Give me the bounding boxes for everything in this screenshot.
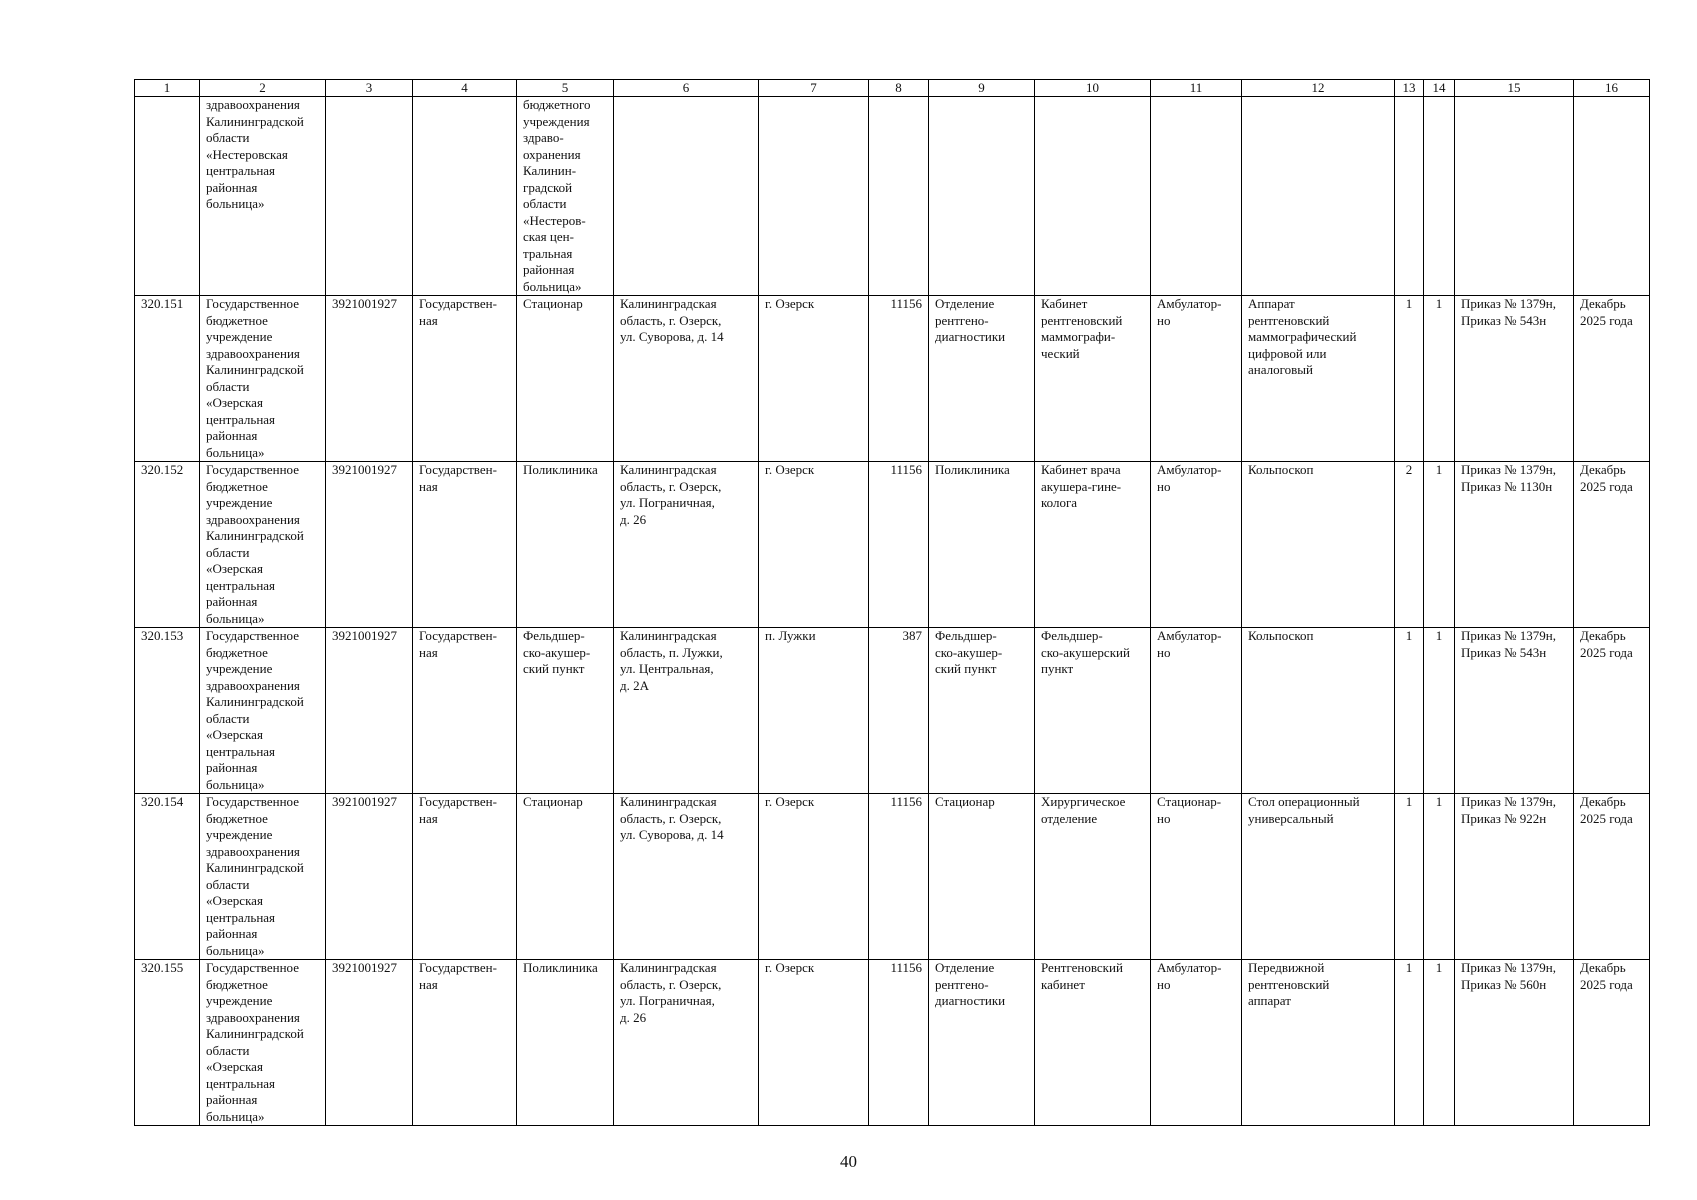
table-row — [135, 628, 1650, 794]
empty-cell — [614, 97, 759, 296]
cell-division: Фельдшер- ско-акушер- ский пункт — [517, 628, 614, 794]
column-number: 13 — [1395, 80, 1424, 97]
cell-count: 2 — [1395, 462, 1424, 628]
column-number: 5 — [517, 80, 614, 97]
cell-locality: г. Озерск — [759, 794, 869, 960]
cell-organization: Государственное бюджетное учреждение здравоохранения Калининградской области «Озерская центральная районная больница» — [200, 296, 326, 462]
column-number: 14 — [1424, 80, 1455, 97]
cell-division: Поликлиника — [517, 462, 614, 628]
column-number: 7 — [759, 80, 869, 97]
cell-row-number: 320.151 — [135, 296, 200, 462]
cell-division: Стационар — [517, 794, 614, 960]
cell-inn: 3921001927 — [326, 296, 413, 462]
cell-locality: г. Озерск — [759, 296, 869, 462]
cell-department: Поликлиника — [929, 462, 1035, 628]
cell-count: 1 — [1395, 960, 1424, 1126]
cell-deadline: Декабрь 2025 года — [1574, 628, 1650, 794]
table-row — [135, 296, 1650, 462]
cell-count: 1 — [1395, 794, 1424, 960]
cell-count: 1 — [1424, 794, 1455, 960]
cell-row-number: 320.154 — [135, 794, 200, 960]
cell-address: Калининградская область, п. Лужки, ул. Центральная, д. 2А — [614, 628, 759, 794]
cell-equipment: Передвижной рентгеновский аппарат — [1242, 960, 1395, 1126]
cell-address: Калининградская область, г. Озерск, ул. Суворова, д. 14 — [614, 296, 759, 462]
cell-population: 11156 — [869, 462, 929, 628]
cell-deadline: Декабрь 2025 года — [1574, 794, 1650, 960]
cell-ownership: Государствен- ная — [413, 960, 517, 1126]
empty-cell — [1395, 97, 1424, 296]
table-row — [135, 794, 1650, 960]
cell-cabinet: Кабинет рентгеновский маммографи- ческий — [1035, 296, 1151, 462]
cell-cabinet: Кабинет врача акушера-гине- колога — [1035, 462, 1151, 628]
table-row — [135, 960, 1650, 1126]
cell-organization: Государственное бюджетное учреждение здравоохранения Калининградской области «Озерская центральная районная больница» — [200, 960, 326, 1126]
cell-row-number: 320.155 — [135, 960, 200, 1126]
cell-orders: Приказ № 1379н, Приказ № 543н — [1455, 628, 1574, 794]
continuation-row — [135, 97, 1650, 296]
cell-deadline: Декабрь 2025 года — [1574, 296, 1650, 462]
cell-deadline: Декабрь 2025 года — [1574, 960, 1650, 1126]
empty-cell — [1574, 97, 1650, 296]
cell-care-form: Амбулатор- но — [1151, 628, 1242, 794]
cell-ownership: Государствен- ная — [413, 794, 517, 960]
cell-orders: Приказ № 1379н, Приказ № 543н — [1455, 296, 1574, 462]
table-row — [135, 462, 1650, 628]
cell-ownership: Государствен- ная — [413, 462, 517, 628]
cell-population: 11156 — [869, 296, 929, 462]
cell-population: 11156 — [869, 794, 929, 960]
cell-organization: Государственное бюджетное учреждение здравоохранения Калининградской области «Озерская центральная районная больница» — [200, 794, 326, 960]
column-number: 4 — [413, 80, 517, 97]
cell-orders: Приказ № 1379н, Приказ № 922н — [1455, 794, 1574, 960]
cell-population: 387 — [869, 628, 929, 794]
cell-care-form: Амбулатор- но — [1151, 960, 1242, 1126]
registry-table — [134, 79, 1650, 1126]
cell-row-number: 320.152 — [135, 462, 200, 628]
column-number-row — [135, 80, 1650, 97]
column-number: 16 — [1574, 80, 1650, 97]
cell-cabinet: Рентгеновский кабинет — [1035, 960, 1151, 1126]
empty-cell — [413, 97, 517, 296]
cell-row-number: 320.153 — [135, 628, 200, 794]
cell-equipment: Кольпоскоп — [1242, 628, 1395, 794]
cell-orders: Приказ № 1379н, Приказ № 1130н — [1455, 462, 1574, 628]
cell-division: Стационар — [517, 296, 614, 462]
cell-organization: Государственное бюджетное учреждение здравоохранения Калининградской области «Озерская центральная районная больница» — [200, 462, 326, 628]
cell-count: 1 — [1424, 296, 1455, 462]
empty-cell — [1035, 97, 1151, 296]
cell-equipment: Кольпоскоп — [1242, 462, 1395, 628]
cell-inn: 3921001927 — [326, 628, 413, 794]
cell-count: 1 — [1395, 296, 1424, 462]
empty-cell — [759, 97, 869, 296]
cell-department: Отделение рентгено- диагностики — [929, 960, 1035, 1126]
cell-inn: 3921001927 — [326, 794, 413, 960]
cell-care-form: Амбулатор- но — [1151, 296, 1242, 462]
cell-department: Стационар — [929, 794, 1035, 960]
cell-care-form: Амбулатор- но — [1151, 462, 1242, 628]
column-number: 3 — [326, 80, 413, 97]
cell-deadline: Декабрь 2025 года — [1574, 462, 1650, 628]
column-number: 15 — [1455, 80, 1574, 97]
cell-division: Поликлиника — [517, 960, 614, 1126]
cell-locality: г. Озерск — [759, 960, 869, 1126]
cell-count: 1 — [1424, 462, 1455, 628]
cell-address: Калининградская область, г. Озерск, ул. Суворова, д. 14 — [614, 794, 759, 960]
cell-address: Калининградская область, г. Озерск, ул. Пограничная, д. 26 — [614, 462, 759, 628]
cell-count: 1 — [1424, 628, 1455, 794]
cell-inn: 3921001927 — [326, 960, 413, 1126]
column-number: 9 — [929, 80, 1035, 97]
cell-care-form: Стационар- но — [1151, 794, 1242, 960]
column-number: 12 — [1242, 80, 1395, 97]
cell-equipment: Стол операционный универсальный — [1242, 794, 1395, 960]
cell-cabinet: Хирургическое отделение — [1035, 794, 1151, 960]
empty-cell — [929, 97, 1035, 296]
cell-address: Калининградская область, г. Озерск, ул. Пограничная, д. 26 — [614, 960, 759, 1126]
cell-population: 11156 — [869, 960, 929, 1126]
page-number: 40 — [840, 1152, 857, 1171]
empty-cell — [135, 97, 200, 296]
column-number: 6 — [614, 80, 759, 97]
column-number: 8 — [869, 80, 929, 97]
cell-organization: здравоохранения Калининградской области «Нестеровская центральная районная больница» — [200, 97, 326, 296]
cell-ownership: Государствен- ная — [413, 628, 517, 794]
empty-cell — [869, 97, 929, 296]
empty-cell — [1151, 97, 1242, 296]
cell-count: 1 — [1395, 628, 1424, 794]
empty-cell — [1242, 97, 1395, 296]
cell-organization: Государственное бюджетное учреждение здравоохранения Калининградской области «Озерская центральная районная больница» — [200, 628, 326, 794]
empty-cell — [1424, 97, 1455, 296]
cell-department: Отделение рентгено- диагностики — [929, 296, 1035, 462]
cell-division: бюджетного учреждения здраво- охранения Калинин- градской области «Нестеров- ская цен- тральная районная больница» — [517, 97, 614, 296]
cell-department: Фельдшер- ско-акушер- ский пункт — [929, 628, 1035, 794]
cell-locality: г. Озерск — [759, 462, 869, 628]
cell-locality: п. Лужки — [759, 628, 869, 794]
cell-count: 1 — [1424, 960, 1455, 1126]
cell-cabinet: Фельдшер- ско-акушерский пункт — [1035, 628, 1151, 794]
column-number: 1 — [135, 80, 200, 97]
cell-equipment: Аппарат рентгеновский маммографический цифровой или аналоговый — [1242, 296, 1395, 462]
empty-cell — [1455, 97, 1574, 296]
cell-ownership: Государствен- ная — [413, 296, 517, 462]
empty-cell — [326, 97, 413, 296]
column-number: 2 — [200, 80, 326, 97]
cell-orders: Приказ № 1379н, Приказ № 560н — [1455, 960, 1574, 1126]
cell-inn: 3921001927 — [326, 462, 413, 628]
column-number: 10 — [1035, 80, 1151, 97]
column-number: 11 — [1151, 80, 1242, 97]
